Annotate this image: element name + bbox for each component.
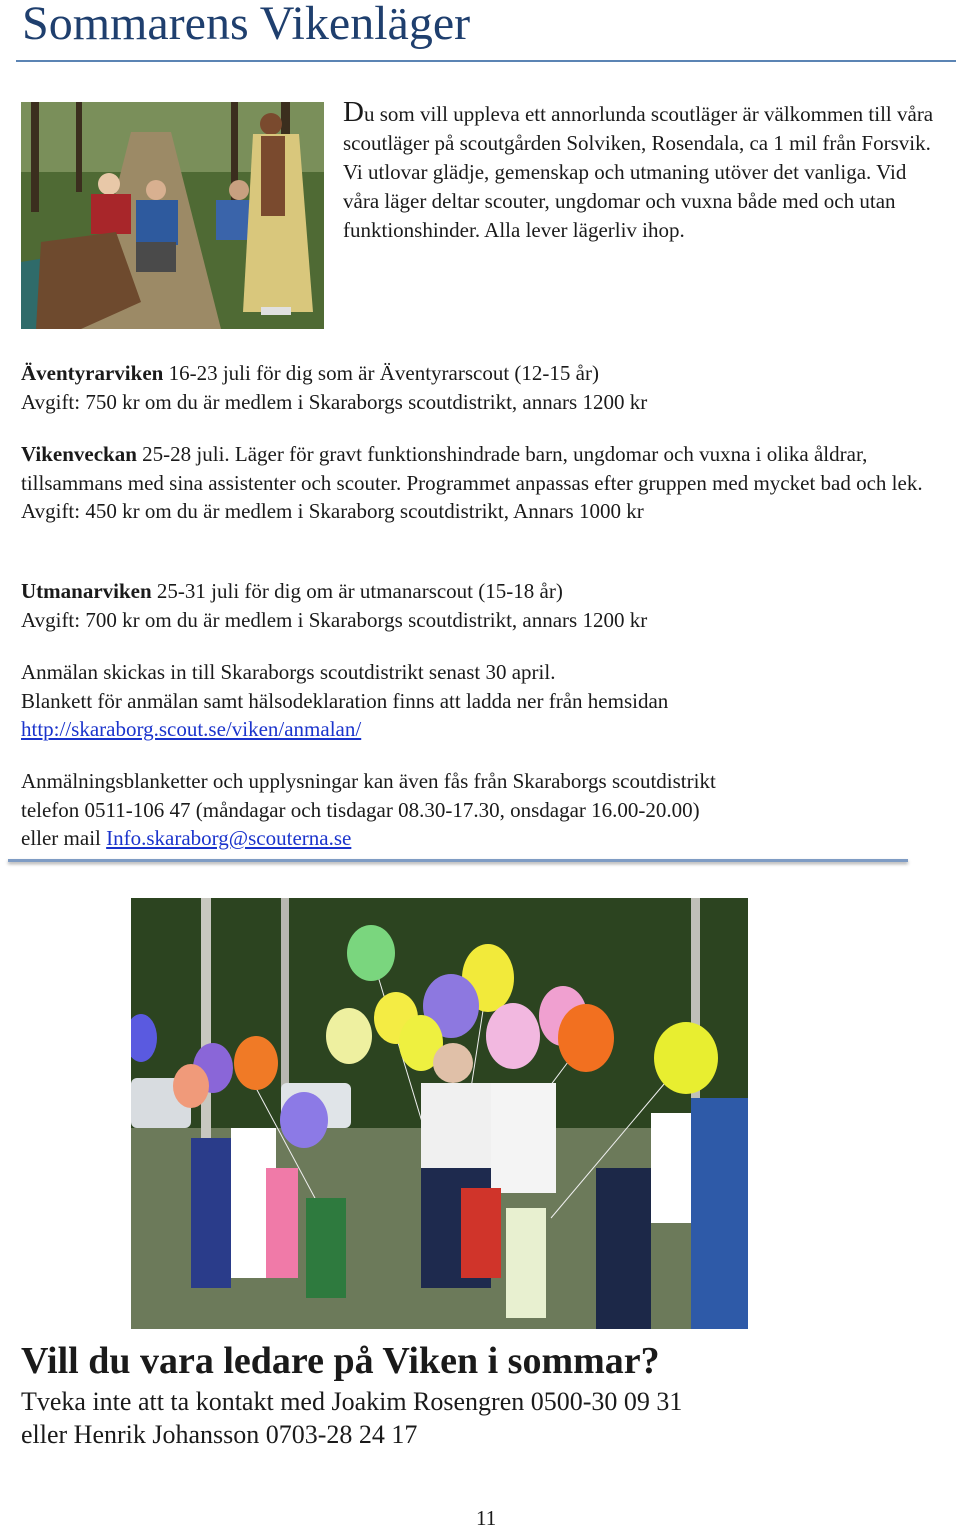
title-divider xyxy=(16,60,956,62)
camp-details: 25-31 juli för dig om är utmanarscout (15-18 år) xyxy=(151,579,563,603)
camp-fee: Avgift: 450 kr om du är medlem i Skaraborg scoutdistrikt, Annars 1000 kr xyxy=(21,499,644,523)
camp-name: Utmanarviken xyxy=(21,579,152,603)
contact-email-link[interactable]: Info.skaraborg@scouterna.se xyxy=(106,826,352,850)
camp-fee: Avgift: 750 kr om du är medlem i Skaraborgs scoutdistrikt, annars 1200 kr xyxy=(21,389,648,414)
camp-details: 16-23 juli för dig som är Äventyrarscout (12-15 år) xyxy=(163,361,599,385)
camp-vikenveckan xyxy=(21,440,951,526)
registration-line-2: Blankett för anmälan samt hälsodeklaration finns att ladda ner från hemsidan xyxy=(21,688,669,713)
scouts-photo xyxy=(21,102,324,329)
leader-contact-line-2: eller Henrik Johansson 0703-28 24 17 xyxy=(21,1420,418,1449)
leader-contact xyxy=(21,1385,682,1451)
registration-link[interactable]: http://skaraborg.scout.se/viken/anmalan/ xyxy=(21,717,362,741)
camp-details: 25-28 juli. Läger för gravt funktionshindrade barn, ungdomar och vuxna i olika åldrar, tillsammans med sina assistenter och scouter. Programmet anpassas efter gruppen med mycket bad och lek. xyxy=(21,442,923,495)
page-number: 11 xyxy=(476,1506,497,1530)
leader-contact-line-1: Tveka inte att ta kontakt med Joakim Rosengren 0500-30 09 31 xyxy=(21,1387,683,1416)
intro-lead-letter: D xyxy=(343,96,364,128)
camp-name: Äventyrarviken xyxy=(21,361,164,385)
registration-line-1: Anmälan skickas in till Skaraborgs scoutdistrikt senast 30 april. xyxy=(21,660,556,684)
contact-line-2: telefon 0511-106 47 (måndagar och tisdagar 08.30-17.30, onsdagar 16.00-20.00) xyxy=(21,797,700,822)
registration-info xyxy=(21,658,951,744)
intro-paragraph xyxy=(343,98,943,245)
section-divider xyxy=(8,859,908,862)
page-title: Sommarens Vikenläger xyxy=(22,0,471,50)
camp-utmanarviken xyxy=(21,577,951,634)
intro-text-2: Vi utlovar glädje, gemenskap och utmaning utöver det vanliga. Vid våra läger deltar scouter, ungdomar och vuxna både med och utan funktionshinder. Alla lever lägerliv ihop. xyxy=(343,160,907,242)
leader-heading: Vill du vara ledare på Viken i sommar? xyxy=(21,1340,660,1382)
camp-name: Vikenveckan xyxy=(21,442,137,466)
contact-line-1: Anmälningsblanketter och upplysningar kan även fås från Skaraborgs scoutdistrikt xyxy=(21,769,716,793)
intro-text: u som vill uppleva ett annorlunda scoutläger är välkommen till våra scoutläger på scoutgården Solviken, Rosendala, ca 1 mil från Forsvik. xyxy=(343,102,934,155)
contact-info xyxy=(21,767,951,853)
camp-aventyrarviken xyxy=(21,359,951,416)
balloons-photo xyxy=(131,898,748,1329)
contact-line-3-prefix: eller mail xyxy=(21,826,107,850)
camp-fee: Avgift: 700 kr om du är medlem i Skaraborgs scoutdistrikt, annars 1200 kr xyxy=(21,607,648,632)
